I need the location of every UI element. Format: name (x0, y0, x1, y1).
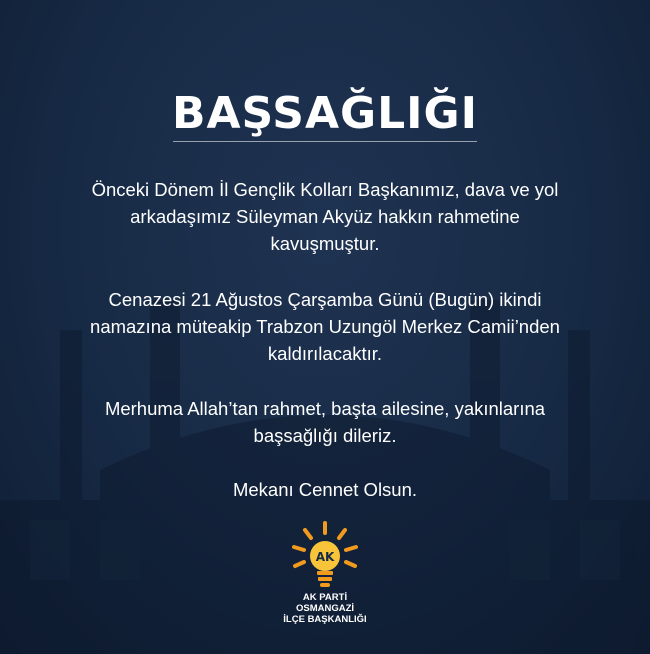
message-paragraph-1 (60, 176, 590, 257)
message-line: kavuşmuştur. (270, 233, 380, 254)
message-line: arkadaşımız Süleyman Akyüz hakkın rahmetine (130, 206, 520, 227)
message-line: kaldırılacaktır. (267, 343, 383, 364)
org-line: İLÇE BAŞKANLIĞI (283, 614, 367, 625)
message-line: Önceki Dönem İl Gençlik Kolları Başkanımız, dava ve yol (91, 179, 559, 200)
page-title: BAŞSAĞLIĞI (171, 88, 479, 139)
message-line: Merhuma Allah’tan rahmet, başta ailesine, yakınlarına (104, 398, 546, 419)
org-line: AK PARTİ (302, 592, 348, 603)
message-line: başsağlığı dileriz. (253, 425, 397, 446)
message-line: Cenazesi 21 Ağustos Çarşamba Günü (Bugün) ikindi (108, 289, 542, 310)
organization-name (0, 592, 650, 625)
title-divider (173, 141, 477, 142)
message-line: Mekanı Cennet Olsun. (232, 479, 418, 500)
message-paragraph-4 (60, 476, 590, 503)
message-paragraph-2 (60, 286, 590, 367)
svg-text:AK: AK (315, 550, 335, 564)
org-line: OSMANGAZİ (295, 603, 355, 614)
message-line: namazına müteakip Trabzon Uzungöl Merkez Camii’nden (90, 316, 560, 337)
ak-parti-lightbulb-logo-icon (289, 520, 361, 592)
message-paragraph-3 (60, 395, 590, 449)
